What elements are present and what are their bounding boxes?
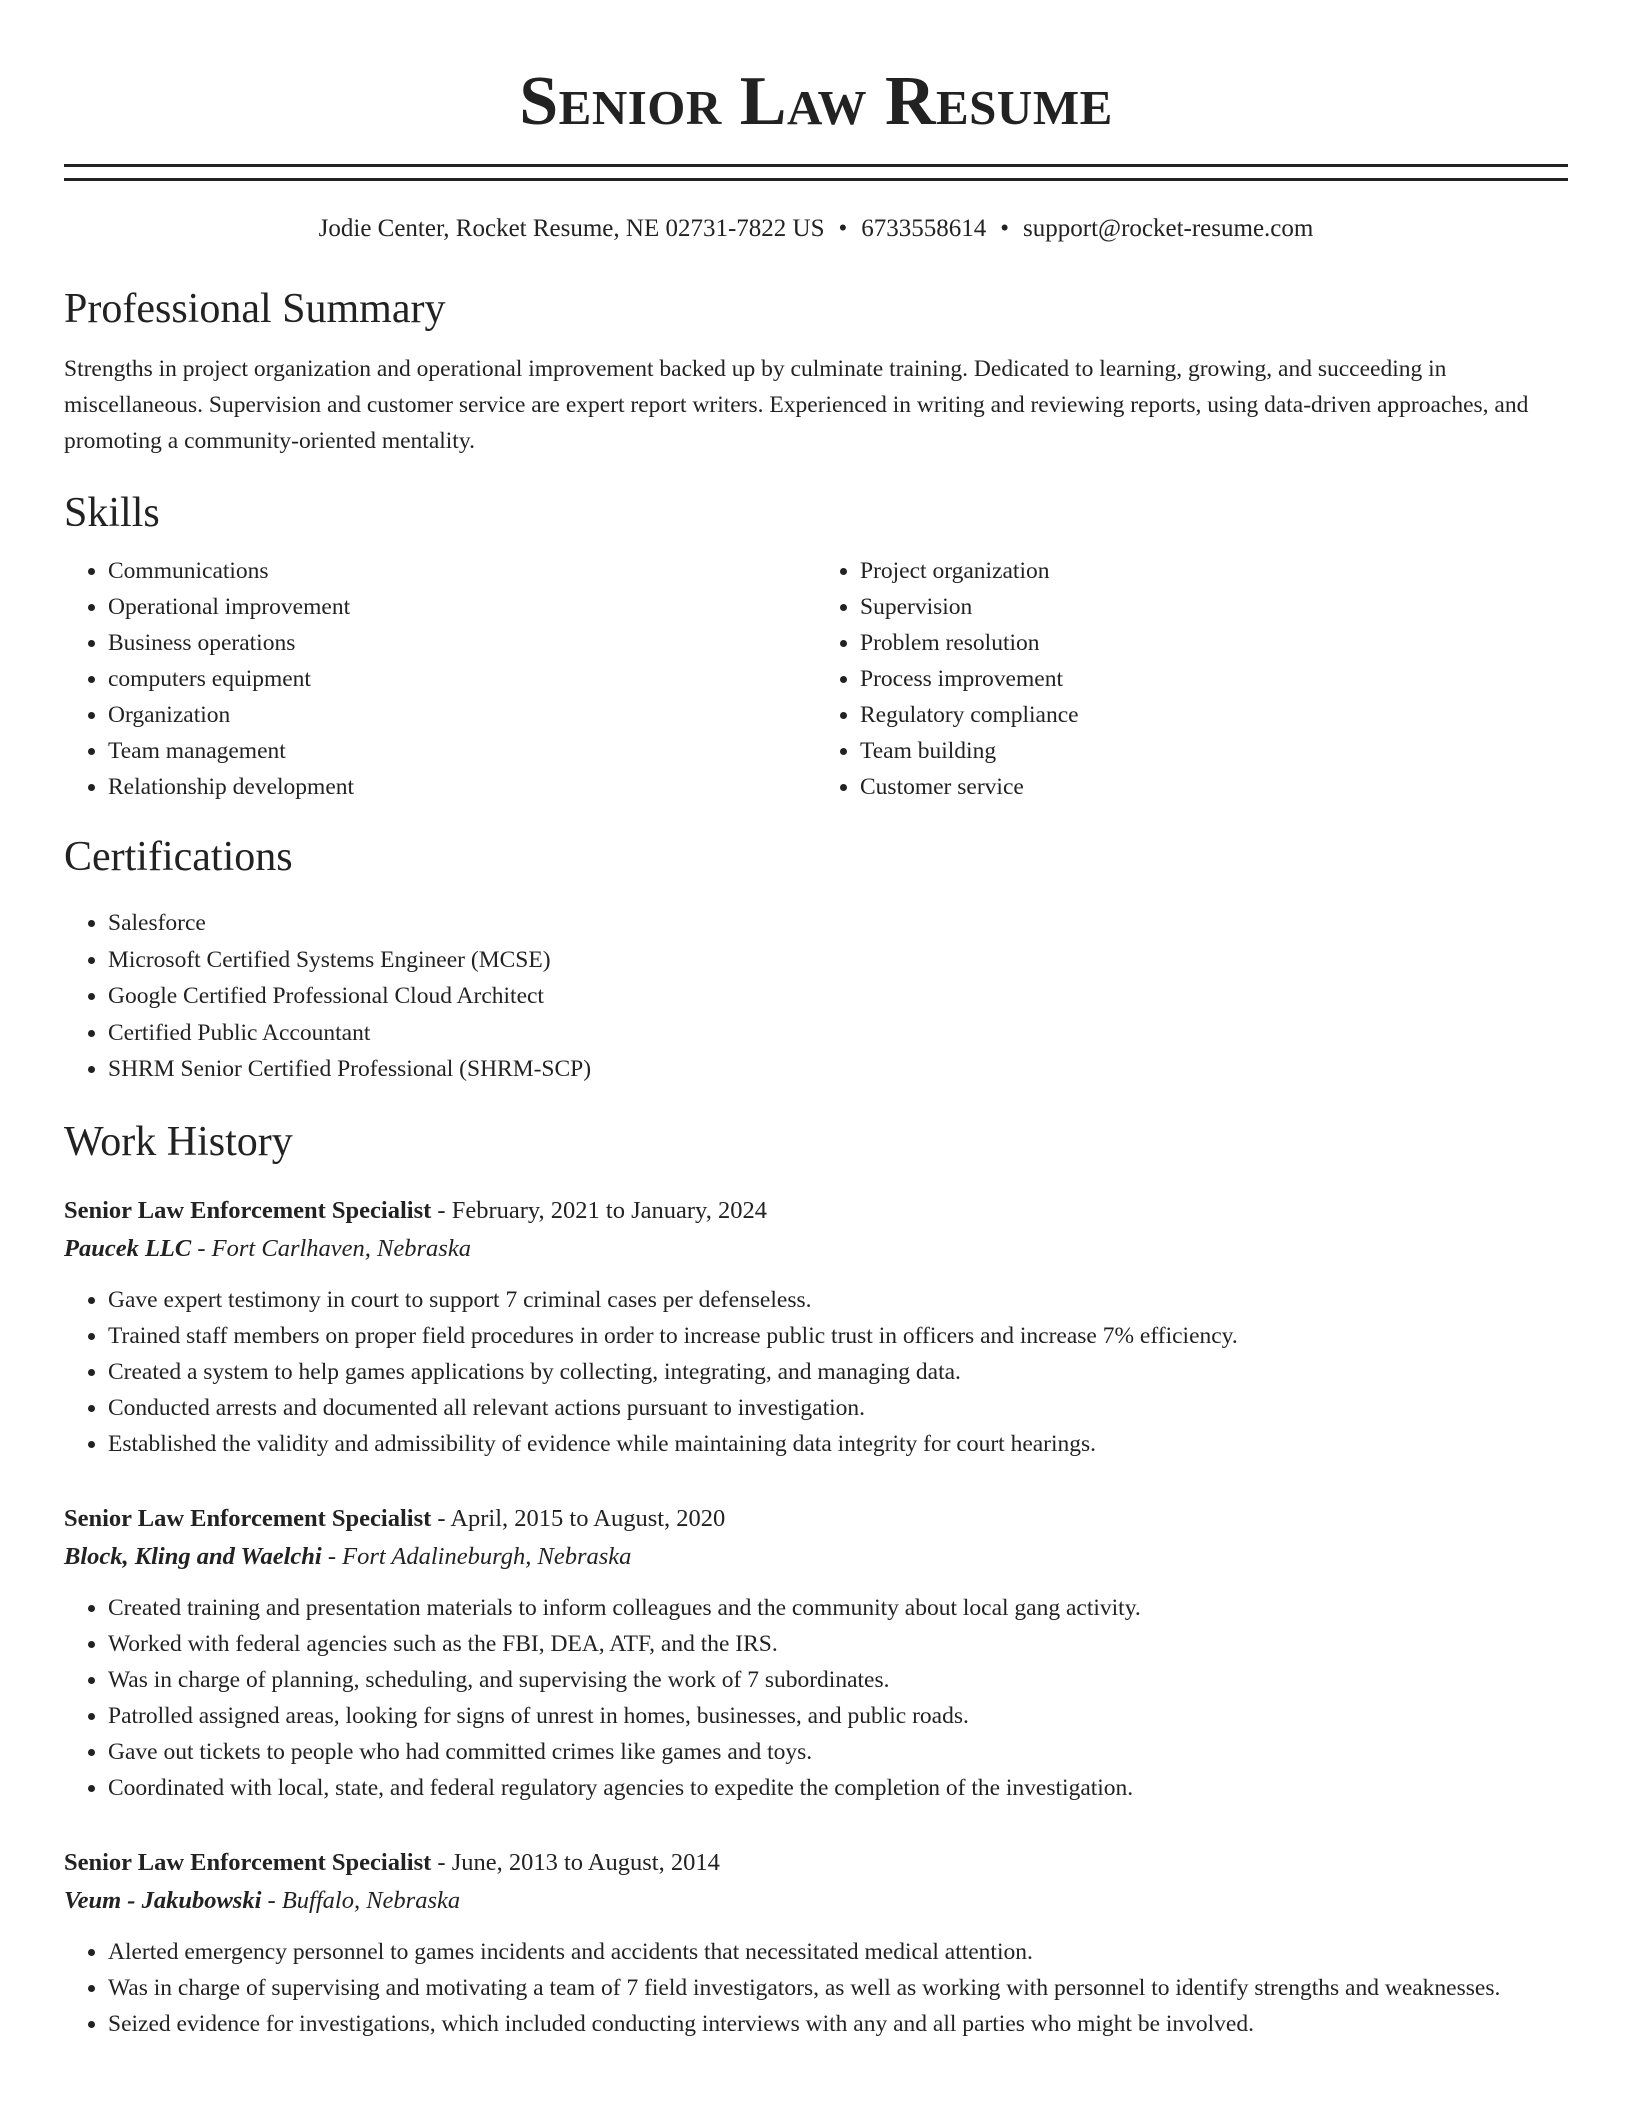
resume-title: Senior Law Resume — [519, 63, 1113, 140]
certification-item: • Certified Public Accountant — [108, 1015, 1568, 1052]
job-duty: • Trained staff members on proper field procedures in order to increase public trust in officers and increase 7% efficiency. — [108, 1318, 1568, 1354]
company-name: Paucek LLC — [64, 1234, 192, 1262]
skill-item: • Communications — [108, 553, 816, 589]
job-title: Senior Law Enforcement Specialist — [64, 1848, 432, 1876]
job-duties-list — [64, 1934, 1568, 2042]
certification-item: • Google Certified Professional Cloud Architect — [108, 978, 1568, 1015]
summary-text: Strengths in project organization and operational improvement backed up by culminate training. Dedicated to learning, growing, and succeeding in miscellaneous. Supervision and customer service are expert report writers. Experienced in writing and reviewing reports, using data-driven approaches, and promoting a community-oriented mentality. — [64, 356, 1529, 454]
contact-phone: 6733558614 — [861, 215, 987, 242]
job-title: Senior Law Enforcement Specialist — [64, 1504, 432, 1532]
skill-item: • Team building — [860, 733, 1568, 769]
skills-list-right — [816, 553, 1568, 805]
contact-email: support@rocket-resume.com — [1023, 215, 1314, 242]
job-dates: February, 2021 to January, 2024 — [451, 1196, 767, 1224]
skill-item: • Regulatory compliance — [860, 697, 1568, 733]
summary-heading: Professional Summary — [64, 286, 446, 332]
job-duty: • Created a system to help games applications by collecting, integrating, and managing data. — [108, 1354, 1568, 1390]
skills-heading: Skills — [64, 490, 160, 536]
job-duty: • Alerted emergency personnel to games incidents and accidents that necessitated medical attention. — [108, 1934, 1568, 1970]
job-title-line — [64, 1500, 1568, 1538]
skills-list-left — [64, 553, 816, 805]
company-dash: - — [321, 1542, 343, 1570]
company-name: Veum - Jakubowski — [64, 1886, 262, 1914]
job-duty: • Coordinated with local, state, and federal regulatory agencies to expedite the completion of the investigation. — [108, 1770, 1568, 1806]
job-title-line — [64, 1192, 1568, 1230]
skills-grid — [64, 553, 1568, 805]
job-dash: - — [431, 1504, 451, 1532]
skill-item: • Problem resolution — [860, 625, 1568, 661]
job-duties-list — [64, 1590, 1568, 1806]
skill-item: • Process improvement — [860, 661, 1568, 697]
contact-separator: • — [838, 215, 848, 242]
company-dash: - — [261, 1886, 282, 1914]
job-entry — [64, 1500, 1568, 1806]
skill-item: • Team management — [108, 733, 816, 769]
job-dates: June, 2013 to August, 2014 — [451, 1848, 720, 1876]
job-duty: • Seized evidence for investigations, which included conducting interviews with any and all parties who might be involved. — [108, 2006, 1568, 2042]
skill-item: • Supervision — [860, 589, 1568, 625]
job-duty: • Created training and presentation materials to inform colleagues and the community about local gang activity. — [108, 1590, 1568, 1626]
contact-address: Jodie Center, Rocket Resume, NE 02731-7822 US — [318, 215, 825, 242]
company-location: Fort Carlhaven, Nebraska — [211, 1234, 471, 1262]
resume-page — [64, 0, 1568, 2042]
skill-item: • Organization — [108, 697, 816, 733]
job-title: Senior Law Enforcement Specialist — [64, 1196, 432, 1224]
certification-item: • SHRM Senior Certified Professional (SHRM-SCP) — [108, 1051, 1568, 1088]
company-line — [64, 1882, 1568, 1920]
job-entry — [64, 1192, 1568, 1462]
job-duty: • Patrolled assigned areas, looking for signs of unrest in homes, businesses, and public roads. — [108, 1698, 1568, 1734]
certifications-heading: Certifications — [64, 834, 293, 880]
job-duties-list — [64, 1282, 1568, 1462]
job-duty: • Gave out tickets to people who had committed crimes like games and toys. — [108, 1734, 1568, 1770]
title-double-rule — [64, 164, 1568, 181]
skill-item: • Customer service — [860, 769, 1568, 805]
job-dash: - — [431, 1848, 452, 1876]
job-duty: • Established the validity and admissibility of evidence while maintaining data integrity for court hearings. — [108, 1426, 1568, 1462]
skill-item: • Business operations — [108, 625, 816, 661]
work-history-heading: Work History — [64, 1118, 293, 1165]
job-duty: • Was in charge of supervising and motivating a team of 7 field investigators, as well as working with personnel to identify strengths and weaknesses. — [108, 1970, 1568, 2006]
company-location: Buffalo, Nebraska — [281, 1886, 461, 1914]
skill-item: • Project organization — [860, 553, 1568, 589]
skill-item: • Operational improvement — [108, 589, 816, 625]
job-duty: • Gave expert testimony in court to support 7 criminal cases per defenseless. — [108, 1282, 1568, 1318]
job-dates: April, 2015 to August, 2020 — [450, 1504, 726, 1532]
job-duty: • Worked with federal agencies such as the FBI, DEA, ATF, and the IRS. — [108, 1626, 1568, 1662]
skill-item: • computers equipment — [108, 661, 816, 697]
job-entry — [64, 1844, 1568, 2042]
certification-item: • Microsoft Certified Systems Engineer (MCSE) — [108, 942, 1568, 979]
certifications-list — [64, 905, 1568, 1088]
skill-item: • Relationship development — [108, 769, 816, 805]
company-name: Block, Kling and Waelchi — [64, 1542, 322, 1570]
job-dash: - — [431, 1196, 452, 1224]
job-duty: • Conducted arrests and documented all relevant actions pursuant to investigation. — [108, 1390, 1568, 1426]
work-history-list — [64, 1192, 1568, 2042]
certification-item: • Salesforce — [108, 905, 1568, 942]
contact-separator: • — [1000, 215, 1010, 242]
company-location: Fort Adalineburgh, Nebraska — [342, 1542, 632, 1570]
job-duty: • Was in charge of planning, scheduling, and supervising the work of 7 subordinates. — [108, 1662, 1568, 1698]
contact-line — [64, 213, 1568, 245]
job-title-line — [64, 1844, 1568, 1882]
company-line — [64, 1538, 1568, 1576]
company-dash: - — [191, 1234, 212, 1262]
company-line — [64, 1230, 1568, 1268]
